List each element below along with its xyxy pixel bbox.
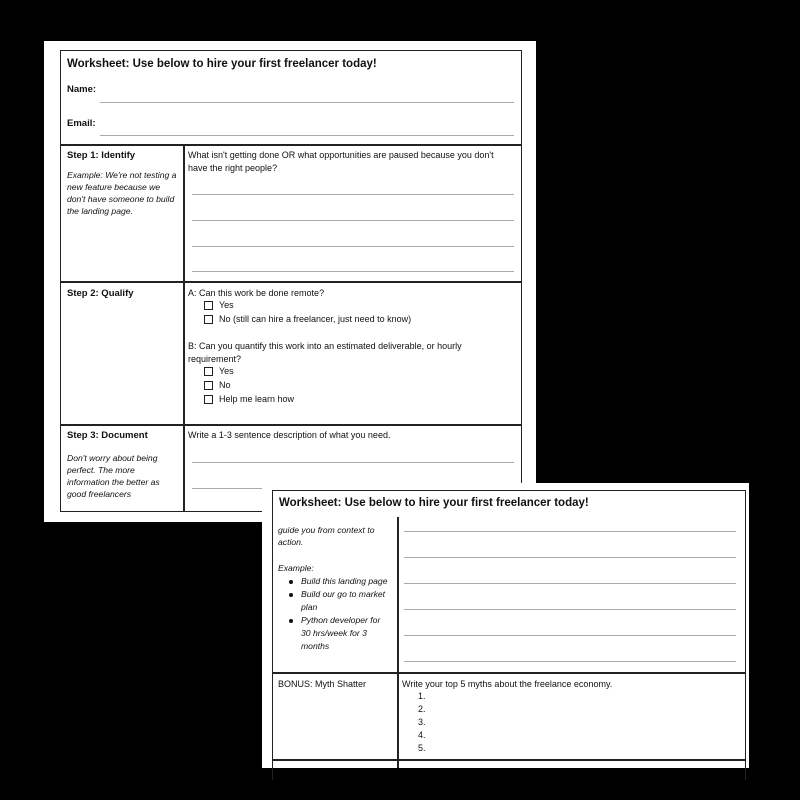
name-field-line[interactable] bbox=[100, 102, 514, 103]
list-item: Python developer for 30 hrs/week for 3 months bbox=[279, 614, 391, 653]
answer-line[interactable] bbox=[192, 246, 514, 247]
checkbox-label: No (still can hire a freelancer, just need to know) bbox=[219, 314, 412, 324]
step1-example: Example: We're not testing a new feature because we don't have someone to build the landing page. bbox=[67, 170, 177, 216]
example-label: Example: bbox=[278, 563, 314, 573]
answer-line[interactable] bbox=[192, 194, 514, 195]
bonus-label: BONUS: Myth Shatter bbox=[278, 679, 367, 689]
answer-line[interactable] bbox=[404, 635, 736, 636]
step1-question: What isn't getting done OR what opportunities are paused because you don't have the right people? bbox=[188, 150, 494, 173]
answer-line[interactable] bbox=[404, 609, 736, 610]
row-divider-2 bbox=[60, 424, 522, 426]
table-top-rule bbox=[60, 144, 522, 146]
checkbox-icon[interactable] bbox=[204, 367, 213, 376]
checkbox-icon[interactable] bbox=[204, 395, 213, 404]
name-label: Name: bbox=[67, 84, 97, 95]
row-divider bbox=[272, 672, 746, 674]
checkbox-quantify-no[interactable] bbox=[204, 380, 231, 390]
checkbox-label: Yes bbox=[219, 300, 234, 310]
list-item: Build this landing page bbox=[279, 575, 391, 588]
myth-number: 1. bbox=[418, 691, 426, 701]
answer-line[interactable] bbox=[404, 531, 736, 532]
worksheet-title: Worksheet: Use below to hire your first freelancer today! bbox=[67, 58, 377, 70]
checkbox-label: No bbox=[219, 380, 231, 390]
checkbox-icon[interactable] bbox=[204, 301, 213, 310]
checkbox-label: Yes bbox=[219, 366, 234, 376]
email-label: Email: bbox=[67, 118, 96, 129]
checkbox-quantify-help[interactable] bbox=[204, 394, 294, 404]
worksheet-page-2 bbox=[262, 483, 749, 768]
row-divider bbox=[272, 759, 746, 761]
checkbox-icon[interactable] bbox=[204, 315, 213, 324]
answer-line[interactable] bbox=[192, 220, 514, 221]
worksheet-title: Worksheet: Use below to hire your first freelancer today! bbox=[279, 497, 589, 509]
list-item: Build our go to market plan bbox=[279, 588, 391, 614]
row-divider-1 bbox=[60, 281, 522, 283]
worksheet-page-1 bbox=[44, 41, 536, 522]
myth-number: 3. bbox=[418, 717, 426, 727]
checkbox-remote-no[interactable] bbox=[204, 314, 411, 324]
bonus-prompt: Write your top 5 myths about the freelance economy. bbox=[402, 679, 613, 689]
answer-line[interactable] bbox=[404, 661, 736, 662]
table-column-divider bbox=[397, 517, 399, 768]
checkbox-icon[interactable] bbox=[204, 381, 213, 390]
answer-line[interactable] bbox=[192, 271, 514, 272]
answer-line[interactable] bbox=[192, 488, 264, 489]
email-field-line[interactable] bbox=[100, 135, 514, 136]
myth-number: 5. bbox=[418, 743, 426, 753]
step3-note: Don't worry about being perfect. The more information the better as good freelancers bbox=[67, 453, 160, 499]
answer-line[interactable] bbox=[404, 583, 736, 584]
step2-question-a: A: Can this work be done remote? bbox=[188, 288, 325, 298]
example-list bbox=[279, 575, 391, 653]
checkbox-remote-yes[interactable] bbox=[204, 300, 234, 310]
answer-line[interactable] bbox=[404, 557, 736, 558]
checkbox-quantify-yes[interactable] bbox=[204, 366, 234, 376]
step2-label: Step 2: Qualify bbox=[67, 288, 134, 299]
myth-number: 4. bbox=[418, 730, 426, 740]
table-column-divider bbox=[183, 144, 185, 512]
step3-label: Step 3: Document bbox=[67, 430, 148, 441]
step1-label: Step 1: Identify bbox=[67, 150, 136, 161]
answer-line[interactable] bbox=[192, 462, 514, 463]
myth-number: 2. bbox=[418, 704, 426, 714]
step2-question-b: B: Can you quantify this work into an estimated deliverable, or hourly requirement? bbox=[188, 341, 462, 364]
checkbox-label: Help me learn how bbox=[219, 394, 295, 404]
step3-prompt: Write a 1-3 sentence description of what you need. bbox=[188, 430, 391, 440]
step3-note-continued: guide you from context to action. bbox=[278, 525, 375, 547]
